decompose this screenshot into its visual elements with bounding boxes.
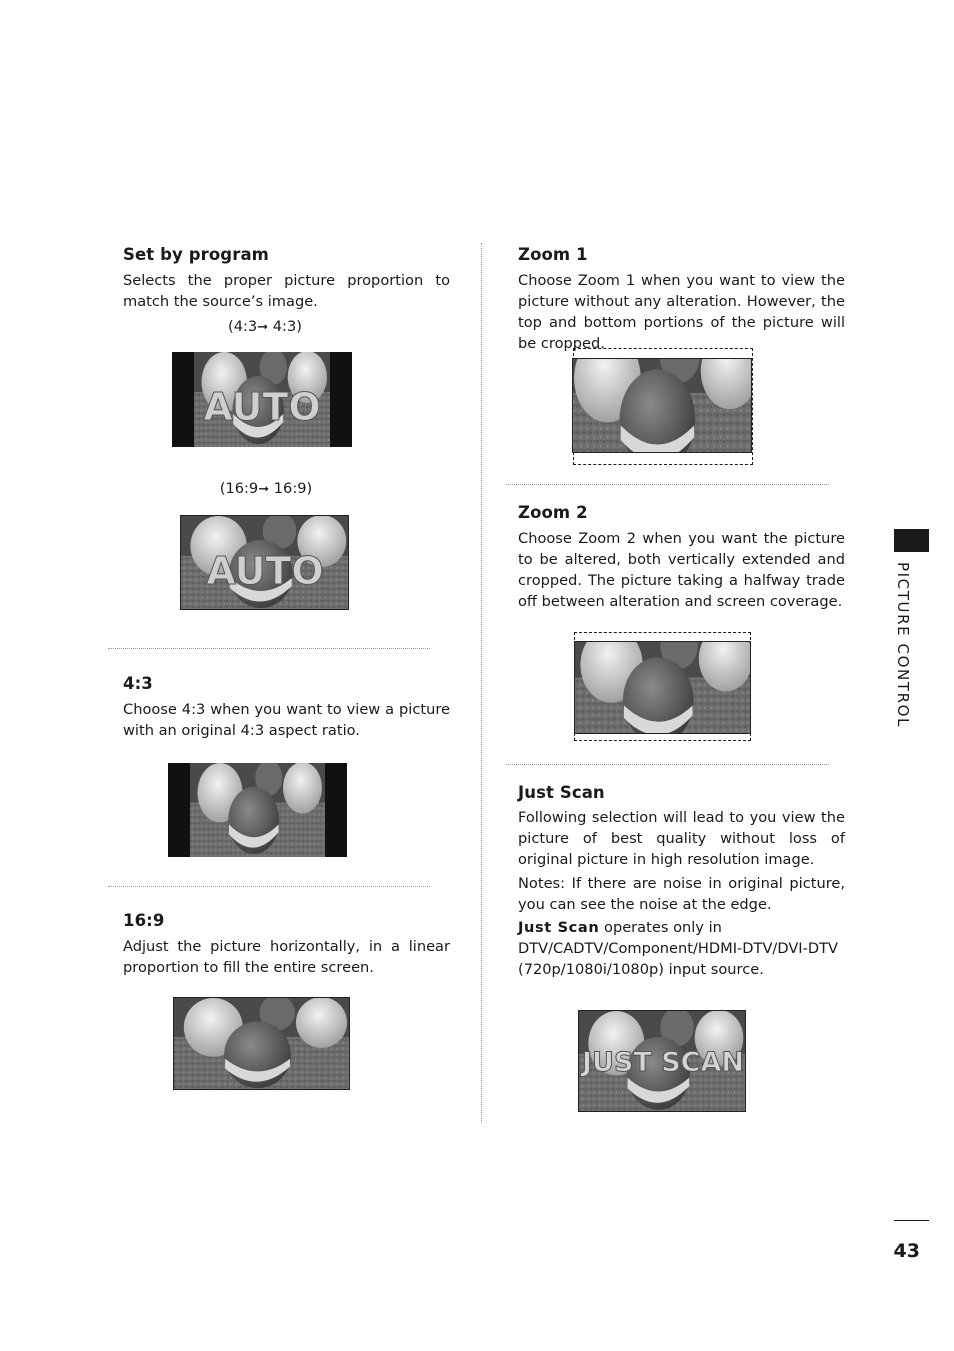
- page-number-rule: [894, 1220, 929, 1221]
- zoom1-heading: Zoom 1: [518, 245, 588, 264]
- zoom1-text: Choose Zoom 1 when you want to view the picture without any alteration. However, the top and bottom portions of the picture will be cropped.: [518, 272, 845, 352]
- right-arrow-icon: ➞: [258, 482, 270, 497]
- just-scan-heading: Just Scan: [518, 783, 605, 802]
- zoom2-text: Choose Zoom 2 when you want the picture to be altered, both vertically extended and cropped. The picture taking a halfway trade off between alteration and screen coverage.: [518, 530, 845, 610]
- caption-16-9: (16:9➞ 16:9): [219, 480, 313, 497]
- auto-16-9-image: [180, 515, 349, 610]
- just-scan-text: Following selection will lead to you view the picture of best quality without loss of original picture in high resolution image.: [518, 809, 845, 868]
- set-by-program-text: Selects the proper picture proportion to match the source’s image.: [123, 272, 450, 310]
- ratio-4-3-image: [168, 763, 347, 857]
- just-scan-notes: Notes: If there are noise in original picture, you can see the noise at the edge.: [518, 875, 845, 913]
- divider: [506, 764, 829, 765]
- set-by-program-heading: Set by program: [123, 245, 269, 264]
- section-label: PICTURE CONTROL: [894, 562, 912, 729]
- just-scan-image: [578, 1010, 746, 1112]
- zoom2-image: [574, 641, 751, 734]
- section-tab-marker: [894, 529, 929, 552]
- ratio-4-3-heading: 4:3: [123, 674, 153, 693]
- auto-overlay: AUTO: [206, 549, 324, 593]
- right-arrow-icon: ➞: [257, 320, 269, 335]
- just-scan-source-note: Just Scan operates only in DTV/CADTV/Component/HDMI-DTV/DVI-DTV (720p/1080i/1080p) input source.: [518, 919, 839, 978]
- ratio-16-9-text: Adjust the picture horizontally, in a linear proportion to fill the entire screen.: [123, 938, 450, 976]
- page-number: 43: [893, 1240, 920, 1262]
- zoom1-image: [572, 358, 752, 453]
- ratio-4-3-text: Choose 4:3 when you want to view a picture with an original 4:3 aspect ratio.: [123, 701, 450, 739]
- divider: [506, 484, 829, 485]
- auto-4-3-image: [172, 352, 352, 447]
- divider: [108, 886, 430, 887]
- divider: [108, 648, 430, 649]
- zoom2-heading: Zoom 2: [518, 503, 588, 522]
- auto-overlay: AUTO: [203, 385, 321, 429]
- column-divider: [481, 243, 482, 1123]
- ratio-16-9-image: [173, 997, 350, 1090]
- ratio-16-9-heading: 16:9: [123, 911, 165, 930]
- caption-4-3: (4:3➞ 4:3): [228, 318, 302, 335]
- just-scan-overlay: JUST SCAN: [582, 1047, 744, 1078]
- just-scan-inline-label: Just Scan: [518, 919, 600, 936]
